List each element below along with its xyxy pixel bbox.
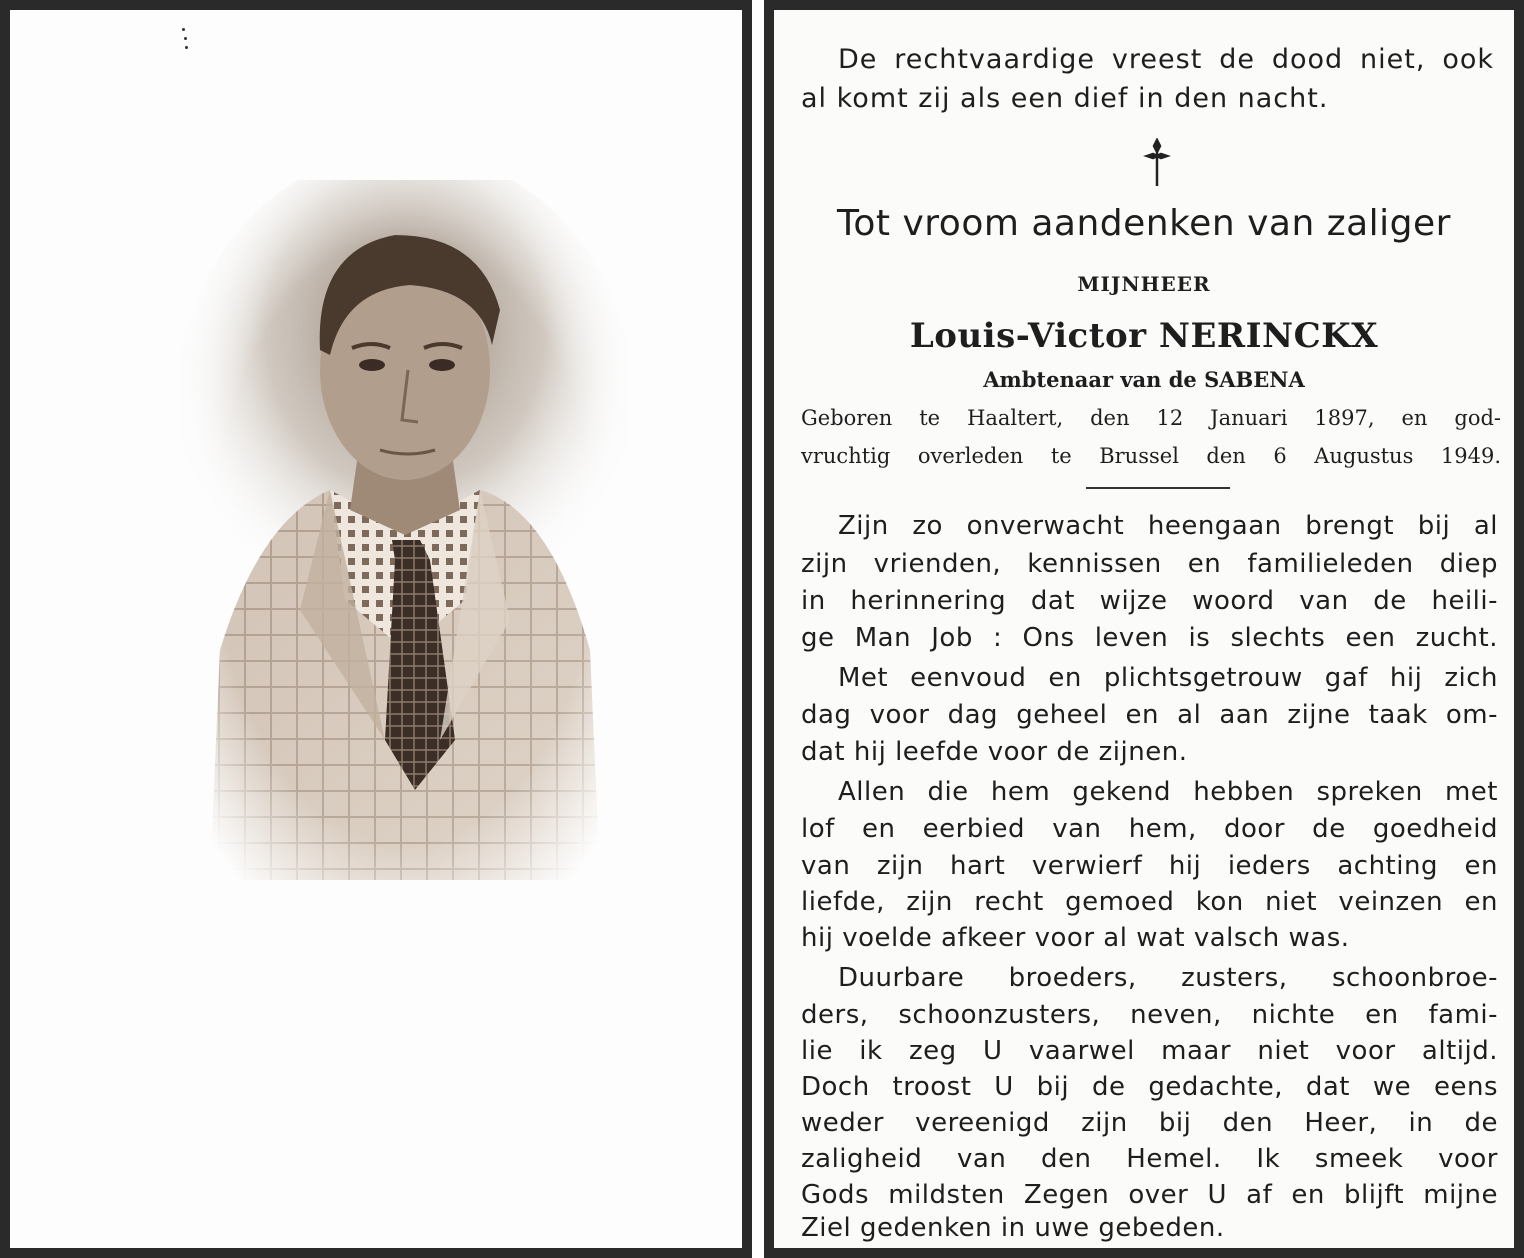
paragraph-line: Met eenvoud en plichtsgetrouw gaf hij zich xyxy=(838,663,1498,693)
paragraph-line: van zijn hart verwierf hij ieders achting en xyxy=(801,851,1498,881)
paragraph-line: lie ik zeg U vaarwel maar niet voor altijd. xyxy=(801,1036,1498,1066)
birth-death-line: vruchtig overleden te Brussel den 6 Augustus 1949. xyxy=(801,444,1501,468)
pin-holes xyxy=(182,28,192,52)
paragraph-line: Gods mildsten Zegen over U af en blijft mijne xyxy=(801,1180,1498,1210)
occupation: Ambtenaar van de SABENA xyxy=(983,367,1305,392)
paragraph-line: dat hij leefde voor de zijnen. xyxy=(801,737,1188,767)
portrait-photo xyxy=(180,180,630,900)
paragraph-line: Ziel gedenken in uwe gebeden. xyxy=(801,1213,1225,1243)
paragraph-line: Duurbare broeders, zusters, schoonbroe- xyxy=(838,963,1498,993)
paragraph-line: zijn vrienden, kennissen en familieleden diep xyxy=(801,549,1498,579)
text-paper xyxy=(774,10,1514,1248)
paragraph-line: Zijn zo onverwacht heengaan brengt bij al xyxy=(838,511,1498,541)
heading: Tot vroom aandenken van zaliger xyxy=(837,203,1451,244)
cross-icon xyxy=(1143,138,1171,190)
divider xyxy=(1086,487,1230,489)
paragraph-line: Doch troost U bij de gedachte, dat we eens xyxy=(801,1072,1498,1102)
paragraph-line: ders, schoonzusters, neven, nichte en fami- xyxy=(801,1000,1498,1030)
paragraph-line: Allen die hem gekend hebben spreken met xyxy=(838,777,1498,807)
paragraph-line: hij voelde afkeer voor al wat valsch was. xyxy=(801,923,1350,953)
honorific: MIJNHEER xyxy=(1077,272,1211,296)
portrait-card xyxy=(0,0,752,1258)
memorial-text-card xyxy=(764,0,1524,1258)
paragraph-line: lof en eerbied van hem, door de goedheid xyxy=(801,814,1498,844)
epigraph-line: al komt zij als een dief in den nacht. xyxy=(801,83,1329,114)
epigraph-line: De rechtvaardige vreest de dood niet, ook xyxy=(838,44,1494,75)
paragraph-line: liefde, zijn recht gemoed kon niet veinzen en xyxy=(801,887,1498,917)
paragraph-line: weder vereenigd zijn bij den Heer, in de xyxy=(801,1108,1498,1138)
paragraph-line: zaligheid van den Hemel. Ik smeek voor xyxy=(801,1144,1498,1174)
paragraph-line: in herinnering dat wijze woord van de heili- xyxy=(801,586,1498,616)
deceased-name: Louis-Victor NERINCKX xyxy=(909,316,1379,356)
portrait-paper xyxy=(10,10,742,1248)
birth-death-line: Geboren te Haaltert, den 12 Januari 1897, en god- xyxy=(801,406,1501,430)
paragraph-line: dag voor dag geheel en al aan zijne taak om- xyxy=(801,700,1498,730)
paragraph-line: ge Man Job : Ons leven is slechts een zucht. xyxy=(801,623,1498,653)
